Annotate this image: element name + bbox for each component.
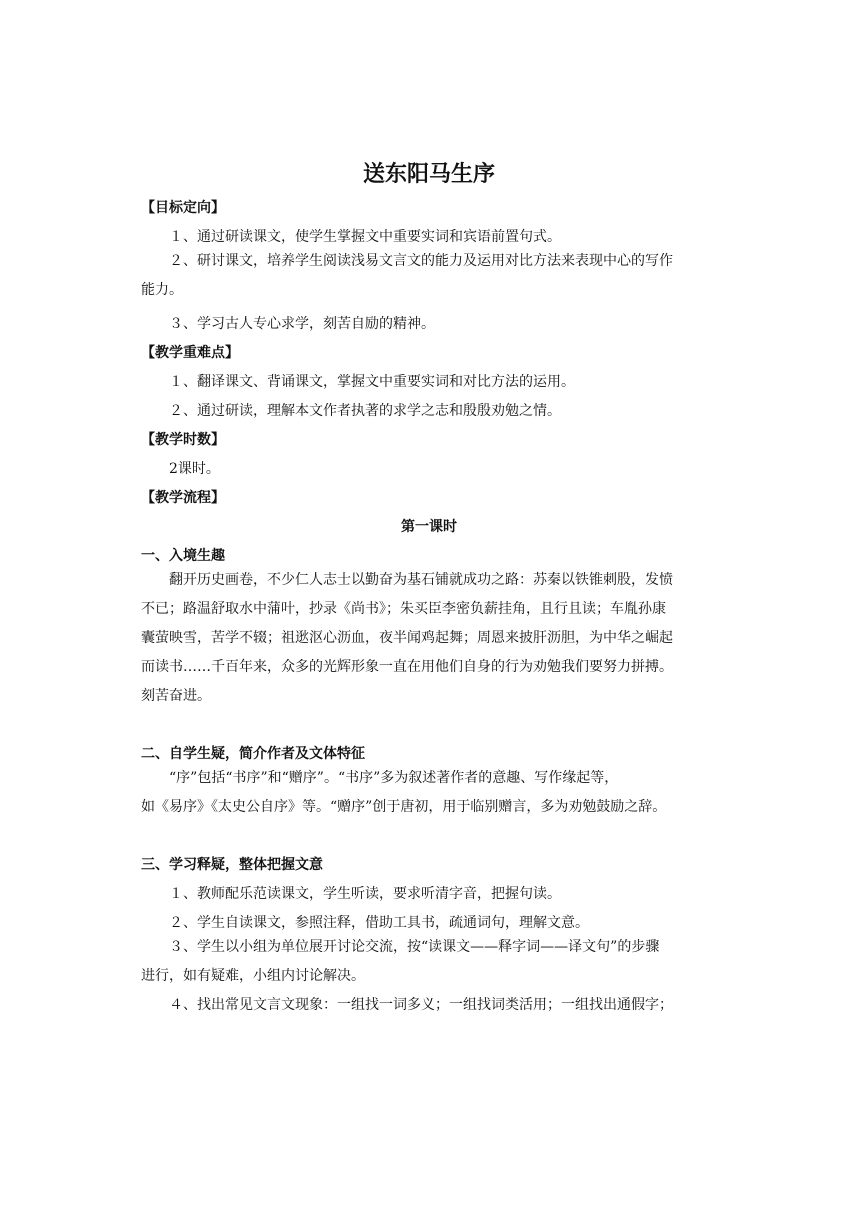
section-heading-process: 【教学流程】 <box>141 490 225 506</box>
goal-item-2-line-2: 能力。 <box>141 282 183 298</box>
hours-text: 2课时。 <box>169 461 220 477</box>
section-heading-goals: 【目标定向】 <box>141 200 225 216</box>
part3-item-4-line-1: ４、找出常见文言文现象：一组找一词多义；一组找词类活用；一组找出通假字； <box>169 997 673 1013</box>
part1-line-3: 囊萤映雪，苦学不辍；祖逖沤心沥血，夜半闻鸡起舞；周恩来披肝沥胆，为中华之崛起 <box>141 630 673 646</box>
part2-line-1: “序”包括“书序”和“赠序”。“书序”多为叙述著作者的意趣、写作缘起等， <box>169 770 619 786</box>
section-heading-key-points: 【教学重难点】 <box>141 345 239 361</box>
part2-line-2: 如《易序》《太史公自序》等。“赠序”创于唐初，用于临别赠言，多为劝勉鼓励之辞。 <box>141 799 667 815</box>
part1-line-4: 而读书……千百年来，众多的光辉形象一直在用他们自身的行为劝勉我们要努力拼搏。 <box>141 659 673 675</box>
part3-item-3-line-2: 进行，如有疑难，小组内讨论解决。 <box>141 968 365 984</box>
lesson-title: 第一课时 <box>401 519 457 535</box>
blank-line <box>141 711 717 740</box>
part3-item-2: ２、学生自读课文，参照注释，借助工具书，疏通词句，理解文意。 <box>169 915 589 931</box>
part1-line-1: 翻开历史画卷，不少仁人志士以勤奋为基石铺就成功之路：苏秦以铁锥刺股，发愤 <box>169 572 673 588</box>
part3-item-3-line-1: ３、学生以小组为单位展开讨论交流，按“读课文——释字词——译文句”的步骤 <box>169 939 660 955</box>
part1-line-2: 不已；路温舒取水中蒲叶，抄录《尚书》；朱买臣李密负薪挂角，且行且读；车胤孙康 <box>141 601 666 617</box>
part3-item-1: １、教师配乐范读课文，学生听读，要求听清字音，把握句读。 <box>169 886 561 902</box>
part1-line-5: 刻苦奋进。 <box>141 688 211 704</box>
part2-paragraph <box>141 764 717 822</box>
document-body <box>141 160 717 1020</box>
part3-item-4 <box>141 991 717 1020</box>
goal-item-2-line-1: ２、研讨课文，培养学生阅读浅易文言文的能力及运用对比方法来表现中心的写作 <box>169 253 673 269</box>
part2-heading: 二、自学生疑，简介作者及文体特征 <box>141 746 365 762</box>
goal-item-1: １、通过研读课文，使学生掌握文中重要实词和宾语前置句式。 <box>169 229 561 245</box>
section-heading-hours: 【教学时数】 <box>141 432 225 448</box>
blank-line <box>141 822 717 851</box>
key-point-item-2: ２、通过研读，理解本文作者执著的求学之志和殷殷劝勉之情。 <box>169 403 561 419</box>
part3-item-3 <box>141 933 717 991</box>
part1-heading: 一、入境生趣 <box>141 548 225 564</box>
goal-item-2 <box>141 247 717 305</box>
goal-item-3: ３、学习古人专心求学，刻苦自励的精神。 <box>169 316 435 332</box>
part1-paragraph <box>141 566 717 711</box>
document-title: 送东阳马生序 <box>362 162 495 187</box>
key-point-item-1: １、翻译课文、背诵课文，掌握文中重要实词和对比方法的运用。 <box>169 374 575 390</box>
part3-heading: 三、学习释疑，整体把握文意 <box>141 857 323 873</box>
